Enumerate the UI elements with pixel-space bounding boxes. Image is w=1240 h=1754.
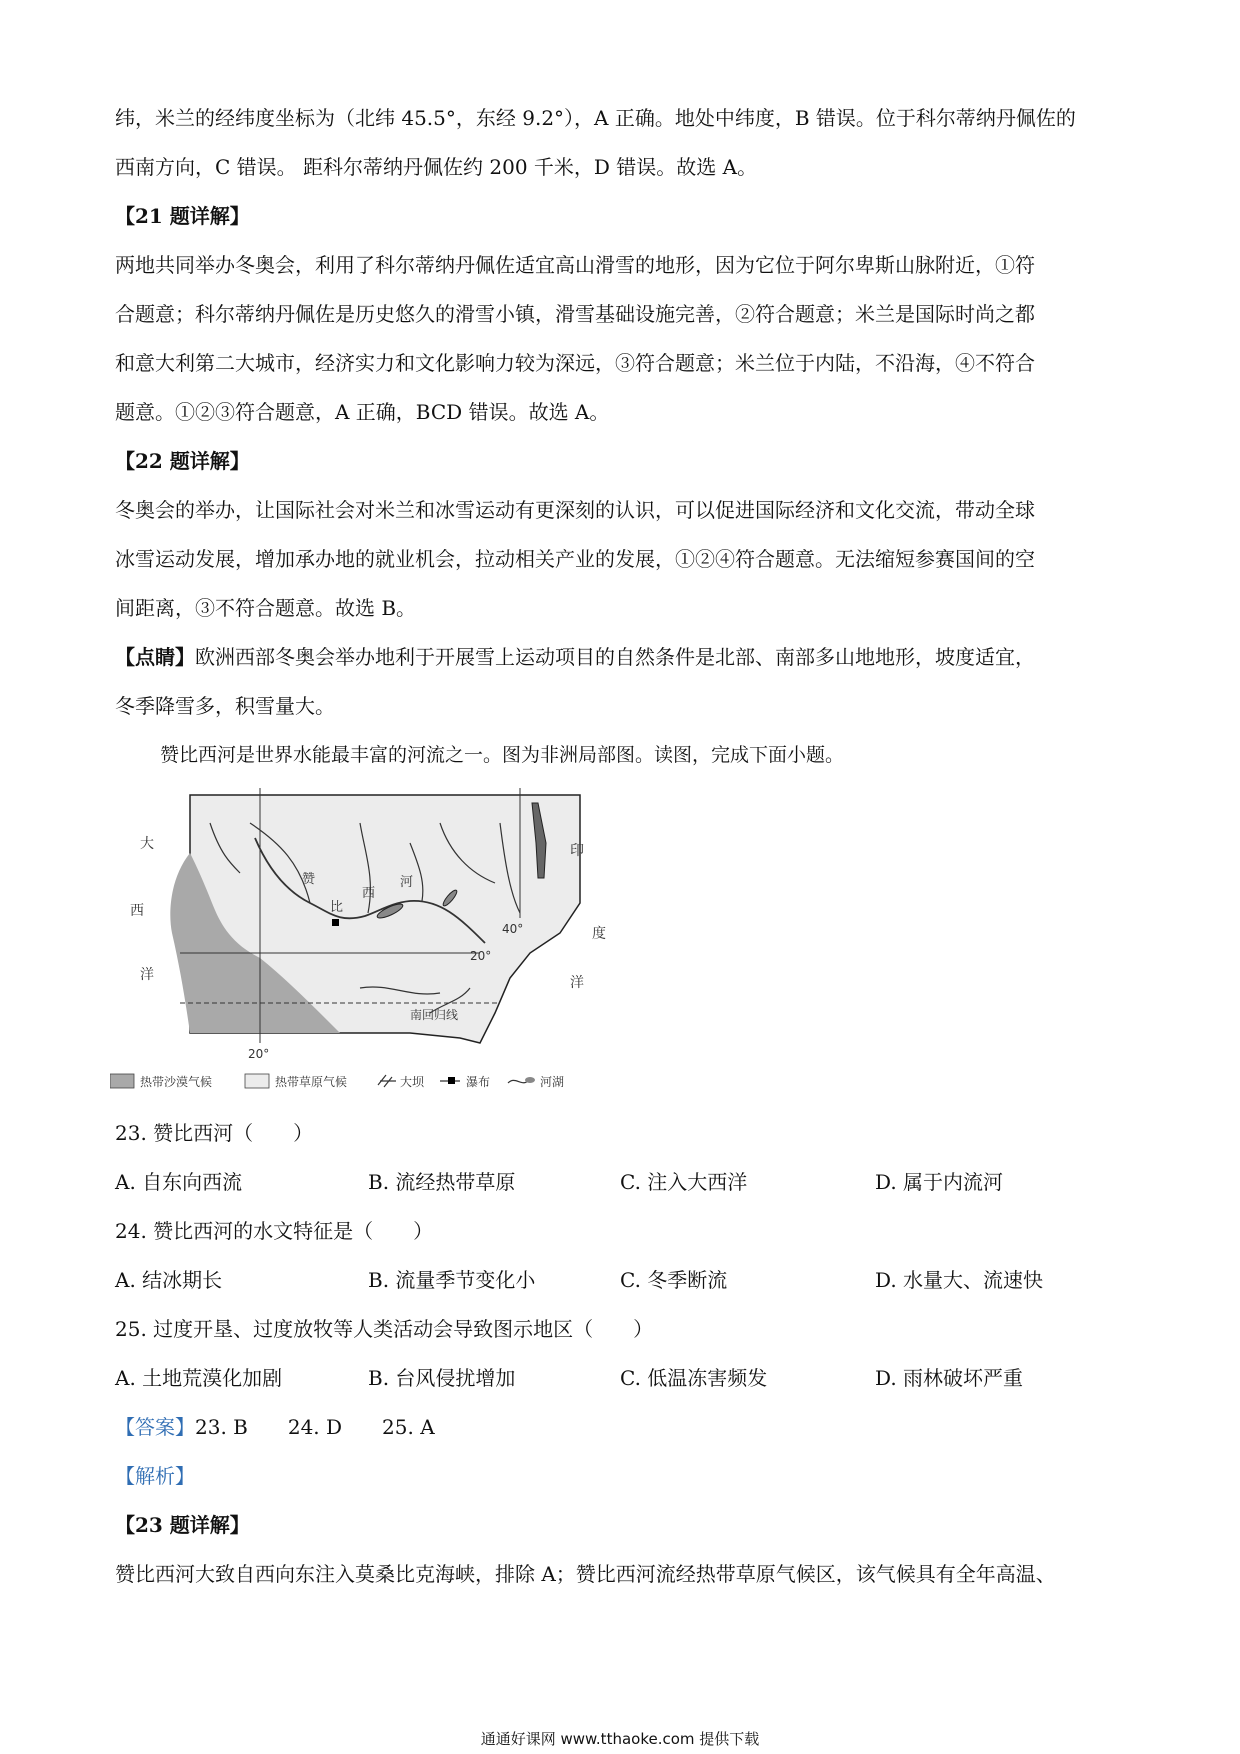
question-24: 24. 赞比西河的水文特征是（ ）: [115, 1219, 434, 1243]
waterfall-symbol: [332, 919, 339, 926]
option-23-b: B. 流经热带草原: [368, 1170, 516, 1194]
legend-savanna-label: 热带草原气候: [275, 1075, 348, 1089]
ocean-right-label: 印: [570, 843, 584, 859]
river-label: 河: [400, 875, 414, 890]
legend-desert-label: 热带沙漠气候: [140, 1075, 213, 1089]
paragraph-line: 间距离，③不符合题意。故选 B。: [115, 596, 417, 620]
dam-icon: [378, 1075, 396, 1087]
legend-dam-label: 大坝: [400, 1075, 425, 1089]
lon20-label: 20°: [248, 1047, 270, 1061]
river-label: 比: [330, 900, 344, 915]
analysis-label: 【解析】: [115, 1464, 195, 1488]
legend-waterfall-label: 瀑布: [466, 1075, 491, 1089]
option-25-c: C. 低温冻害频发: [620, 1366, 768, 1390]
option-25-d: D. 雨林破坏严重: [875, 1366, 1024, 1390]
tip-line: [115, 645, 1035, 669]
option-23-d: D. 属于内流河: [875, 1170, 1004, 1194]
ocean-left-label: 西: [130, 903, 144, 919]
lat20-label: 20°: [470, 949, 492, 963]
tip-text: 欧洲西部冬奥会举办地利于开展雪上运动项目的自然条件是北部、南部多山地地形，坡度适宜，: [195, 645, 1035, 669]
paragraph-line: 纬，米兰的经纬度坐标为（北纬 45.5°，东经 9.2°），A 正确。地处中纬度，B 错误。位于科尔蒂纳丹佩佐的: [115, 106, 1076, 130]
ocean-left-label: 大: [140, 836, 154, 852]
paragraph-line: 冬奥会的举办，让国际社会对米兰和冰雪运动有更深刻的认识，可以促进国际经济和文化交流，带动全球: [115, 498, 1035, 522]
paragraph-line: 西南方向，C 错误。 距科尔蒂纳丹佩佐约 200 千米，D 错误。故选 A。: [115, 155, 758, 179]
question-intro: 赞比西河是世界水能最丰富的河流之一。图为非洲局部图。读图，完成下面小题。: [160, 744, 845, 766]
option-24-c: C. 冬季断流: [620, 1268, 728, 1292]
paragraph-line: 题意。①②③符合题意，A 正确，BCD 错误。故选 A。: [115, 400, 610, 424]
river-lake-icon-lake: [525, 1077, 535, 1083]
answer-text: 23. B 24. D 25. A: [195, 1415, 435, 1439]
tip-label: 【点睛】: [115, 645, 195, 669]
ocean-right-label: 度: [592, 926, 606, 942]
section-heading-23: 【23 题详解】: [115, 1513, 250, 1537]
river-label: 赞: [302, 872, 316, 887]
ocean-right-label: 洋: [570, 975, 584, 991]
answer-line: [115, 1415, 435, 1439]
option-24-d: D. 水量大、流速快: [875, 1268, 1044, 1292]
section-heading-21: 【21 题详解】: [115, 204, 250, 228]
paragraph-line: 冬季降雪多，积雪量大。: [115, 694, 335, 718]
river-label: 西: [362, 886, 376, 901]
answer-label: 【答案】: [115, 1415, 195, 1439]
paragraph-line: 合题意；科尔蒂纳丹佩佐是历史悠久的滑雪小镇，滑雪基础设施完善，②符合题意；米兰是国际时尚之都: [115, 302, 1035, 326]
lon40-label: 40°: [502, 922, 524, 936]
paragraph-line: 和意大利第二大城市，经济实力和文化影响力较为深远，③符合题意；米兰位于内陆，不沿海，④不符合: [115, 351, 1035, 375]
option-24-a: A. 结冰期长: [115, 1268, 223, 1292]
option-23-c: C. 注入大西洋: [620, 1170, 748, 1194]
option-25-a: A. 土地荒漠化加剧: [115, 1366, 283, 1390]
paragraph-line: 冰雪运动发展，增加承办地的就业机会，拉动相关产业的发展，①②④符合题意。无法缩短参赛国间的空: [115, 547, 1035, 571]
legend-savanna-swatch: [245, 1074, 269, 1088]
ocean-left-label: 洋: [140, 967, 154, 983]
option-23-a: A. 自东向西流: [115, 1170, 243, 1194]
tropic-label: 南回归线: [410, 1008, 459, 1022]
question-23: 23. 赞比西河（ ）: [115, 1121, 314, 1145]
option-25-b: B. 台风侵扰增加: [368, 1366, 516, 1390]
option-24-b: B. 流量季节变化小: [368, 1268, 536, 1292]
waterfall-legend-mark: [448, 1077, 455, 1084]
africa-map: [110, 783, 670, 1093]
page-footer: 通通好课网 www.tthaoke.com 提供下载: [480, 1730, 760, 1748]
legend-desert-swatch: [110, 1074, 134, 1088]
paragraph-line: 两地共同举办冬奥会，利用了科尔蒂纳丹佩佐适宜高山滑雪的地形，因为它位于阿尔卑斯山脉附近，①符: [115, 253, 1035, 277]
section-heading-22: 【22 题详解】: [115, 449, 250, 473]
legend-river-lake-label: 河湖: [540, 1075, 565, 1089]
question-25: 25. 过度开垦、过度放牧等人类活动会导致图示地区（ ）: [115, 1317, 654, 1341]
paragraph-line: 赞比西河大致自西向东注入莫桑比克海峡，排除 A；赞比西河流经热带草原气候区，该气候具有全年高温、: [115, 1562, 1056, 1586]
